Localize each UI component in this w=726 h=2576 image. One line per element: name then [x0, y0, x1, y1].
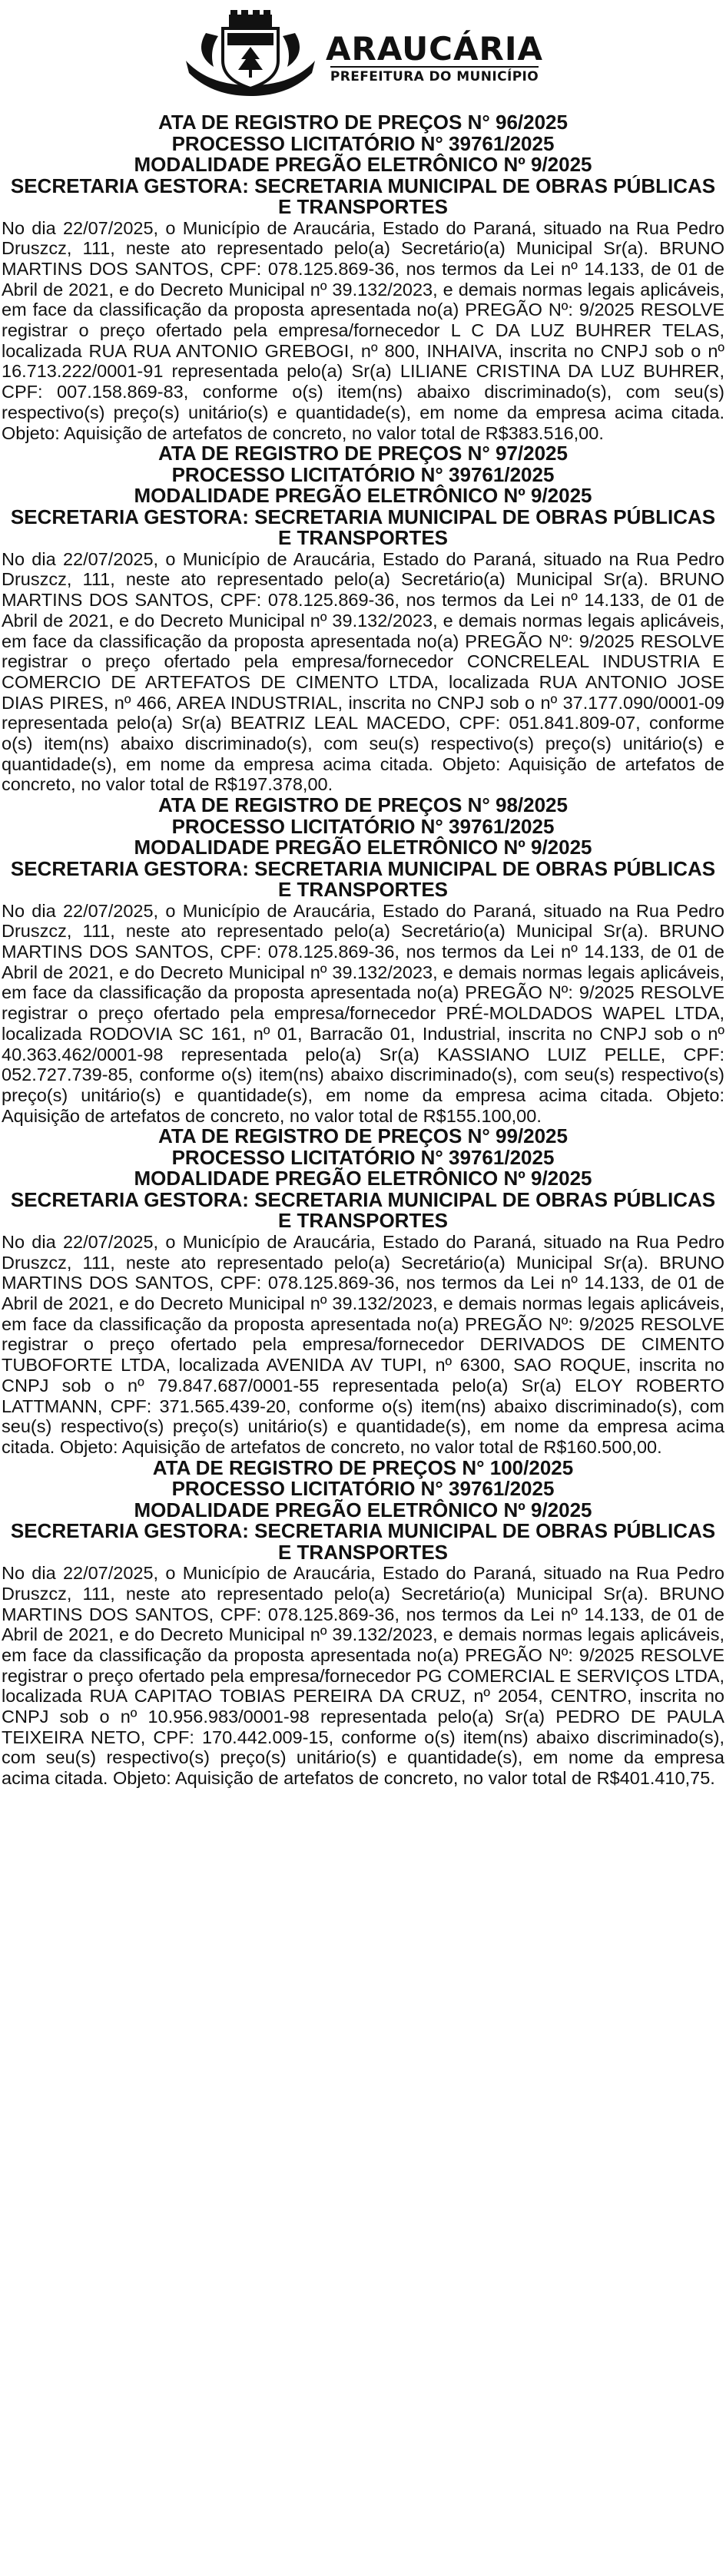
ata-body: No dia 22/07/2025, o Município de Araucária, Estado do Paraná, situado na Rua Pedro Druszcz, 111, neste ato representado pelo(a) Secretário(a) Municipal Sr(a). BRUNO MARTINS DOS SANTOS, CPF: 078.125.869-36, nos termos da Lei nº 14.133, de 01 de Abril de 2021, e do Decreto Municipal nº 39.132/2023, e demais normas legais aplicáveis, em face da classificação da proposta apresentada no(a) PREGÃO Nº: 9/2025 RESOLVE registrar o preço ofertado pela empresa/fornecedor DERIVADOS DE CIMENTO TUBOFORTE LTDA, localizada AVENIDA AV TUPI, nº 6300, SAO ROQUE, inscrita no CNPJ sob o nº 79.847.687/0001-55 representada pelo(a) Sr(a) ELOY ROBERTO LATTMANN, CPF: 371.565.439-20, conforme o(s) item(ns) abaixo discriminado(s), com seu(s) respectivo(s) preço(s) unitário(s) e quantidade(s), em nome da empresa acima citada. Objeto: Aquisição de artefatos de concreto, no valor total de R$160.500,00.	[2, 1231, 724, 1457]
secretariat: SECRETARIA GESTORA: SECRETARIA MUNICIPAL DE OBRAS PÚBLICAS E TRANSPORTES	[10, 856, 716, 902]
ata-title: ATA DE REGISTRO DE PREÇOS N° 99/2025	[158, 1124, 568, 1148]
process-number: PROCESSO LICITATÓRIO N° 39761/2025	[171, 814, 555, 838]
modality: MODALIDADE PREGÃO ELETRÔNICO Nº 9/2025	[134, 1498, 592, 1521]
process-number: PROCESSO LICITATÓRIO N° 39761/2025	[171, 131, 555, 155]
city-name: ARAUCÁRIA	[326, 30, 543, 68]
modality: MODALIDADE PREGÃO ELETRÔNICO Nº 9/2025	[134, 836, 592, 859]
city-hall-subtitle: PREFEITURA DO MUNICÍPIO	[330, 66, 539, 84]
brand	[326, 32, 543, 84]
ata-section	[2, 1126, 724, 1457]
modality: MODALIDADE PREGÃO ELETRÔNICO Nº 9/2025	[134, 1167, 592, 1190]
ata-title: ATA DE REGISTRO DE PREÇOS N° 96/2025	[158, 111, 568, 134]
modality: MODALIDADE PREGÃO ELETRÔNICO Nº 9/2025	[134, 484, 592, 508]
ata-section	[2, 112, 724, 443]
ata-body: No dia 22/07/2025, o Município de Araucária, Estado do Paraná, situado na Rua Pedro Druszcz, 111, neste ato representado pelo(a) Secretário(a) Municipal Sr(a). BRUNO MARTINS DOS SANTOS, CPF: 078.125.869-36, nos termos da Lei nº 14.133, de 01 de Abril de 2021, e do Decreto Municipal nº 39.132/2023, e demais normas legais aplicáveis, em face da classificação da proposta apresentada no(a) PREGÃO Nº: 9/2025 RESOLVE registrar o preço ofertado pela empresa/fornecedor CONCRELEAL INDUSTRIA E COMERCIO DE ARTEFATOS DE CIMENTO LTDA, localizada RUA ANTONIO JOSE DIAS PIRES, nº 466, AREA INDUSTRIAL, inscrita no CNPJ sob o nº 37.177.090/0001-09 representada pelo(a) Sr(a) BEATRIZ LEAL MACEDO, CPF: 051.841.809-07, conforme o(s) item(ns) abaixo discriminado(s), com seu(s) respectivo(s) preço(s) unitário(s) e quantidade(s), em nome da empresa acima citada. Objeto: Aquisição de artefatos de concreto, no valor total de R$197.378,00.	[2, 548, 724, 795]
ata-section	[2, 795, 724, 1126]
process-number: PROCESSO LICITATÓRIO N° 39761/2025	[171, 462, 555, 486]
ata-body: No dia 22/07/2025, o Município de Araucária, Estado do Paraná, situado na Rua Pedro Druszcz, 111, neste ato representado pelo(a) Secretário(a) Municipal Sr(a). BRUNO MARTINS DOS SANTOS, CPF: 078.125.869-36, nos termos da Lei nº 14.133, de 01 de Abril de 2021, e do Decreto Municipal nº 39.132/2023, e demais normas legais aplicáveis, em face da classificação da proposta apresentada no(a) PREGÃO Nº: 9/2025 RESOLVE registrar o preço ofertado pela empresa/fornecedor PG COMERCIAL E SERVIÇOS LTDA, localizada RUA CAPITAO TOBIAS PEREIRA DA CRUZ, nº 2054, CENTRO, inscrita no CNPJ sob o nº 10.956.983/0001-98 representada pelo(a) Sr(a) PEDRO DE PAULA TEIXEIRA NETO, CPF: 170.442.009-15, conforme o(s) item(ns) abaixo discriminado(s), com seu(s) respectivo(s) preço(s) unitário(s) e quantidade(s), em nome da empresa acima citada. Objeto: Aquisição de artefatos de concreto, no valor total de R$401.410,75.	[2, 1563, 724, 1789]
process-number: PROCESSO LICITATÓRIO N° 39761/2025	[171, 1477, 555, 1501]
modality: MODALIDADE PREGÃO ELETRÔNICO Nº 9/2025	[134, 153, 592, 176]
secretariat: SECRETARIA GESTORA: SECRETARIA MUNICIPAL DE OBRAS PÚBLICAS E TRANSPORTES	[10, 505, 716, 550]
ata-title: ATA DE REGISTRO DE PREÇOS N° 100/2025	[152, 1455, 574, 1479]
secretariat: SECRETARIA GESTORA: SECRETARIA MUNICIPAL DE OBRAS PÚBLICAS E TRANSPORTES	[10, 1187, 716, 1233]
ata-title: ATA DE REGISTRO DE PREÇOS N° 98/2025	[158, 793, 568, 817]
secretariat: SECRETARIA GESTORA: SECRETARIA MUNICIPAL DE OBRAS PÚBLICAS E TRANSPORTES	[10, 1519, 716, 1564]
ata-body: No dia 22/07/2025, o Município de Araucária, Estado do Paraná, situado na Rua Pedro Druszcz, 111, neste ato representado pelo(a) Secretário(a) Municipal Sr(a). BRUNO MARTINS DOS SANTOS, CPF: 078.125.869-36, nos termos da Lei nº 14.133, de 01 de Abril de 2021, e do Decreto Municipal nº 39.132/2023, e demais normas legais aplicáveis, em face da classificação da proposta apresentada no(a) PREGÃO Nº: 9/2025 RESOLVE registrar o preço ofertado pela empresa/fornecedor L C DA LUZ BUHRER TELAS, localizada RUA RUA ANTONIO GREBOGI, nº 800, INHAIVA, inscrita no CNPJ sob o nº 16.713.222/0001-91 representada pelo(a) Sr(a) LILIANE CRISTINA DA LUZ BUHRER, CPF: 007.158.869-83, conforme o(s) item(ns) abaixo discriminado(s), com seu(s) respectivo(s) preço(s) unitário(s) e quantidade(s), em nome da empresa acima citada. Objeto: Aquisição de artefatos de concreto, no valor total de R$383.516,00.	[2, 217, 724, 443]
ata-body: No dia 22/07/2025, o Município de Araucária, Estado do Paraná, situado na Rua Pedro Druszcz, 111, neste ato representado pelo(a) Secretário(a) Municipal Sr(a). BRUNO MARTINS DOS SANTOS, CPF: 078.125.869-36, nos termos da Lei nº 14.133, de 01 de Abril de 2021, e do Decreto Municipal nº 39.132/2023, e demais normas legais aplicáveis, em face da classificação da proposta apresentada no(a) PREGÃO Nº: 9/2025 RESOLVE registrar o preço ofertado pela empresa/fornecedor PRÉ-MOLDADOS WAPEL LTDA, localizada RODOVIA SC 161, nº 01, Barracão 01, Industrial, inscrita no CNPJ sob o nº 40.363.462/0001-98 representada pelo(a) Sr(a) KASSIANO LUIZ PELLE, CPF: 052.727.739-85, conforme o(s) item(ns) abaixo discriminado(s), com seu(s) respectivo(s) preço(s) unitário(s) e quantidade(s), em nome da empresa acima citada. Objeto: Aquisição de artefatos de concreto, no valor total de R$155.100,00.	[2, 900, 724, 1126]
secretariat: SECRETARIA GESTORA: SECRETARIA MUNICIPAL DE OBRAS PÚBLICAS E TRANSPORTES	[10, 174, 716, 218]
ata-title: ATA DE REGISTRO DE PREÇOS N° 97/2025	[158, 442, 568, 465]
process-number: PROCESSO LICITATÓRIO N° 39761/2025	[171, 1145, 555, 1169]
masthead	[2, 0, 724, 112]
ata-section	[2, 443, 724, 795]
coat-of-arms-icon	[183, 10, 318, 102]
ata-section	[2, 1455, 724, 1789]
